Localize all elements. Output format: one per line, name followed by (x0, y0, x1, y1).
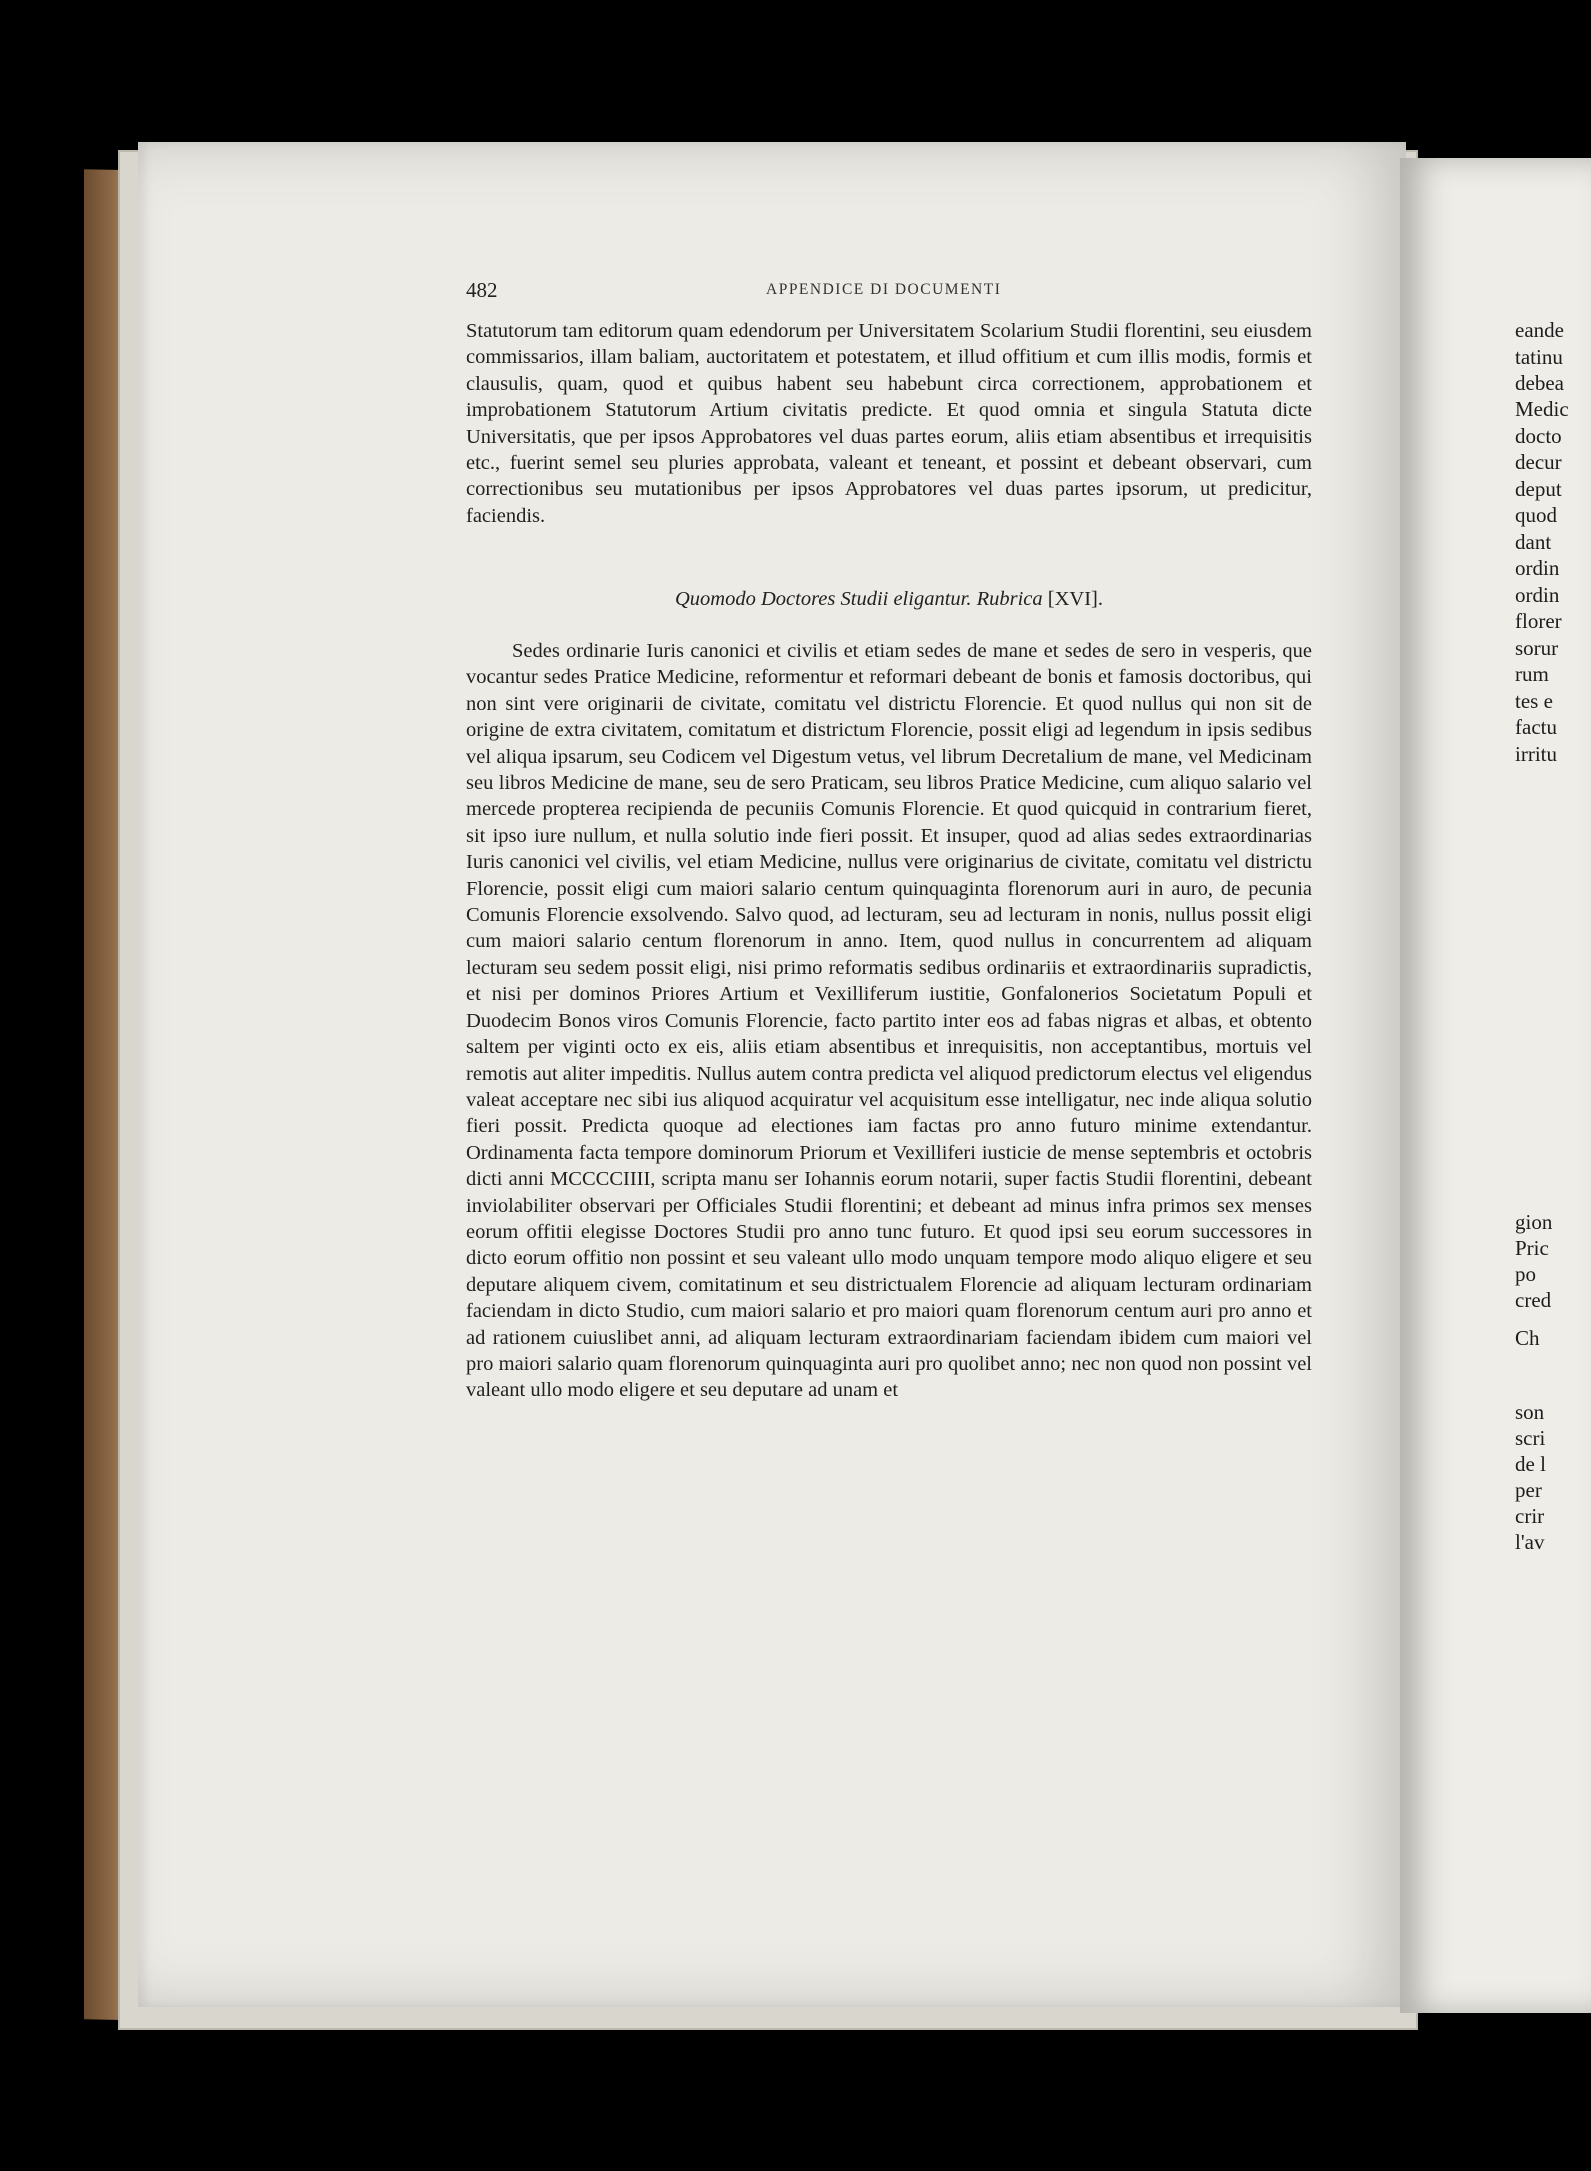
facing-page-line: deput (1515, 477, 1562, 501)
facing-page-line: crir (1515, 1504, 1545, 1528)
facing-page-line: eande (1515, 318, 1564, 342)
facing-page-line: per (1515, 1478, 1542, 1502)
section-heading-title: Quomodo Doctores Studii eligantur. Rubrica (675, 588, 1043, 610)
facing-page-line: po (1515, 1262, 1536, 1286)
facing-page-line: quod (1515, 503, 1557, 527)
facing-page-line: Medic (1515, 397, 1569, 421)
section-heading-number: [XVI]. (1047, 588, 1103, 610)
facing-page-line: debea (1515, 371, 1564, 395)
facing-page-line: de l (1515, 1452, 1546, 1476)
running-head (466, 278, 1312, 306)
facing-page-line: l'av (1515, 1530, 1545, 1554)
facing-page-line: ordin (1515, 583, 1560, 607)
facing-page-line: rum (1515, 662, 1549, 686)
facing-page (1400, 158, 1591, 2013)
facing-page-line: tes e (1515, 689, 1553, 713)
facing-page-line: tatinu (1515, 345, 1563, 369)
facing-page-line: cred (1515, 1288, 1552, 1312)
facing-page-line: factu (1515, 715, 1557, 739)
facing-page-line: irritu (1515, 742, 1557, 766)
page-number: 482 (466, 278, 498, 302)
facing-page-line: florer (1515, 609, 1562, 633)
facing-page-line: decur (1515, 450, 1562, 474)
facing-page-line: gion (1515, 1210, 1553, 1234)
paragraph-2: Sedes ordinarie Iuris canonici et civilis et etiam sedes de mane et sedes de sero in vesperis, que vocantur sedes Pratice Medicine, reformentur et reformari debeant de bonis et famosis doctoribus, qui non sint vere originarii de civitate, comitatu vel districtu Florencie. Et quod nullus qui non sit de origine de extra civitatem, comitatum et districtum Florencie, possit eligi ad legendum in ipsis sedibus vel aliqua ipsarum, seu Codicem vel Digestum vetus, vel librum Decretalium de mane, vel Medicinam seu libros Medicine de mane, seu de sero Praticam, seu libros Pratice Medicine, cum aliquo salario vel mercede propterea recipienda de pecuniis Comunis Florencie. Et quod quicquid in contrarium fieret, sit ipso iure nullum, et nulla solutio inde fieri possit. Et insuper, quod ad alias sedes extraordinarias Iuris canonici vel civilis, vel etiam Medicine, nullus vere originarius de civitate, comitatu vel districtu Florencie, possit eligi cum maiori salario centum quinquaginta florenorum auri in auro, de pecunia Comunis Florencie exsolvendo. Salvo quod, ad lecturam, seu ad lecturam in nonis, nullus possit eligi cum maiori salario centum florenorum in anno. Item, quod nullus in concurrentem ad aliquam lecturam seu sedem possit eligi, nisi primo reformatis sedibus ordinariis et extraordinariis supradictis, et nisi per dominos Priores Artium et Vexilliferum iustitie, Gonfalonerios Societatum Populi et Duodecim Bonos viros Comunis Florencie, facto partito inter eos ad fabas nigras et albas, et obtento saltem per viginti octo ex eis, aliis etiam absentibus et inrequisitis, non acceptantibus, mortuis vel remotis aut aliter impeditis. Nullus autem contra predicta vel aliquod predictorum electus vel eligendus valeat acceptare nec sibi ius aliquod acquiratur vel acquisitum esse intelligatur, nec inde aliqua solutio fieri possit. Predicta quoque ad electiones iam factas pro anno futuro minime extendantur. Ordinamenta facta tempore dominorum Priorum et Vexilliferi iusticie de mense septembris et octobris dicti anni MCCCCIIII, scripta manu ser Iohannis eorum notarii, super factis Studii florentini, debeant inviolabiliter observari per Officiales Studii florentini; et debeant ad minus infra primos sex menses eorum offitii elegisse Doctores Studii pro anno tunc futuro. Et quod ipsi seu eorum successores in dicto eorum offitio non possint et seu valeant ullo modo unquam tempore modo aliquo eligere et seu deputare aliquem civem, comitatinum et seu districtualem Florencie ad aliquam lecturam ordinariam faciendam in dicto Studio, cum maiori salario et pro maiori quam florenorum centum auri pro anno et ad rationem cuiuslibet anni, ad aliquam lecturam extraordinariam faciendam ibidem cum maiori vel pro maiori salario quam florenorum quinquaginta auri pro quolibet anno; nec non quod non possint vel valeant ullo modo eligere et seu deputare ad unam et (466, 640, 1312, 1402)
facing-page-line: scri (1515, 1426, 1546, 1450)
facing-page-line: ordin (1515, 556, 1560, 580)
running-title: APPENDICE DI DOCUMENTI (766, 281, 1002, 298)
facing-page-line: Ch (1515, 1326, 1540, 1350)
facing-page-line: docto (1515, 424, 1562, 448)
facing-page-line: son (1515, 1400, 1545, 1424)
facing-page-line: sorur (1515, 636, 1559, 660)
paragraph-1: Statutorum tam editorum quam edendorum per Universitatem Scolarium Studii florentini, seu eiusdem commissarios, illam baliam, auctoritatem et potestatem, et illud offitium et cum illis modis, formis et clausulis, quam, quod et quibus habent seu habebunt circa correctionem, approbationem et improbationem Statutorum Artium civitatis predicte. Et quod omnia et singula Statuta dicte Universitatis, que per ipsos Approbatores vel duas partes eorum, aliis etiam absentibus et irrequisitis etc., fuerint semel seu pluries approbata, valeant et teneant, et possint et debeant observari, cum correctionibus seu mutationibus per ipsos Approbatores vel duas partes ipsorum, ut predicitur, faciendis. (466, 320, 1312, 527)
facing-page-line: Pric (1515, 1236, 1549, 1260)
facing-page-line: dant (1515, 530, 1552, 554)
section-heading (466, 588, 1312, 611)
